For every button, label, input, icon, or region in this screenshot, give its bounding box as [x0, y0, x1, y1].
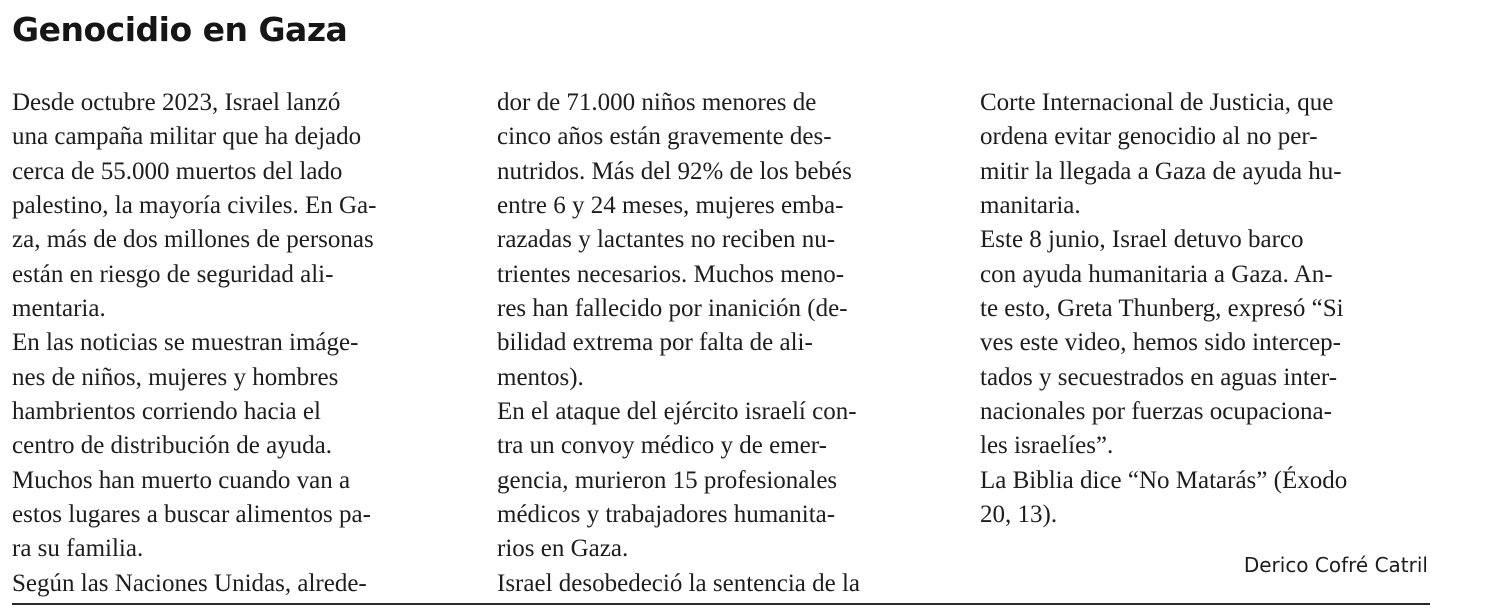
text-line: ordena evitar genocidio al no per-: [980, 123, 1318, 151]
text-line: les israelíes”.: [980, 432, 1114, 460]
text-line: tados y secuestrados en aguas inter-: [980, 363, 1338, 391]
text-line: estos lugares a buscar alimentos pa-: [12, 501, 371, 529]
text-line: za, más de dos millones de personas: [12, 226, 374, 254]
text-line: razadas y lactantes no reciben nu-: [497, 226, 836, 254]
text-line: bilidad extrema por falta de ali-: [497, 329, 813, 357]
article-column-3: [980, 86, 1450, 532]
author-signature: Derico Cofré Catril: [1243, 553, 1428, 577]
text-line: mentaria.: [12, 295, 106, 323]
text-line: nes de niños, mujeres y hombres: [12, 363, 339, 391]
text-line: mentos).: [497, 363, 584, 391]
text-line: palestino, la mayoría civiles. En Ga-: [12, 192, 377, 220]
text-line: Desde octubre 2023, Israel lanzó: [12, 89, 341, 116]
text-line: médicos y trabajadores humanita-: [497, 501, 836, 529]
text-line: nacionales por fuerzas ocupaciona-: [980, 398, 1332, 426]
text-line: ra su familia.: [12, 535, 144, 563]
text-line: hambrientos corriendo hacia el: [12, 398, 321, 426]
text-line: tra un convoy médico y de emer-: [497, 432, 827, 460]
text-line: te esto, Greta Thunberg, expresó “Si: [980, 295, 1344, 323]
text-line: están en riesgo de seguridad ali-: [12, 260, 334, 288]
text-line: nutridos. Más del 92% de los bebés: [497, 157, 852, 185]
text-line: Muchos han muerto cuando van a: [12, 466, 351, 494]
text-line: cerca de 55.000 muertos del lado: [12, 157, 343, 185]
text-line: cinco años están gravemente des-: [497, 123, 832, 151]
text-line: En las noticias se muestran imáge-: [12, 329, 359, 357]
article-column-1: [12, 86, 482, 601]
text-line: Corte Internacional de Justicia, que: [980, 89, 1334, 116]
text-line: una campaña militar que ha dejado: [12, 123, 362, 151]
text-line: con ayuda humanitaria a Gaza. An-: [980, 260, 1333, 288]
article-title: Genocidio en Gaza: [12, 10, 348, 49]
text-line: ves este video, hemos sido intercep-: [980, 329, 1342, 357]
text-line: La Biblia dice “No Matarás” (Éxodo: [980, 466, 1348, 494]
article-column-2: [497, 86, 967, 601]
text-line: Israel desobedeció la sentencia de la: [497, 569, 861, 597]
text-line: trientes necesarios. Muchos meno-: [497, 260, 845, 288]
text-line: 20, 13).: [980, 501, 1058, 529]
text-line: Este 8 junio, Israel detuvo barco: [980, 226, 1304, 254]
text-line: rios en Gaza.: [497, 535, 629, 563]
text-line: res han fallecido por inanición (de-: [497, 295, 848, 323]
text-line: manitaria.: [980, 192, 1081, 220]
text-line: centro de distribución de ayuda.: [12, 432, 333, 460]
text-line: Según las Naciones Unidas, alrede-: [12, 569, 367, 597]
bottom-divider: [12, 603, 1430, 605]
text-line: gencia, murieron 15 profesionales: [497, 466, 838, 494]
text-line: mitir la llegada a Gaza de ayuda hu-: [980, 157, 1342, 185]
text-line: dor de 71.000 niños menores de: [497, 89, 817, 116]
text-line: entre 6 y 24 meses, mujeres emba-: [497, 192, 844, 220]
text-line: En el ataque del ejército israelí con-: [497, 398, 857, 426]
